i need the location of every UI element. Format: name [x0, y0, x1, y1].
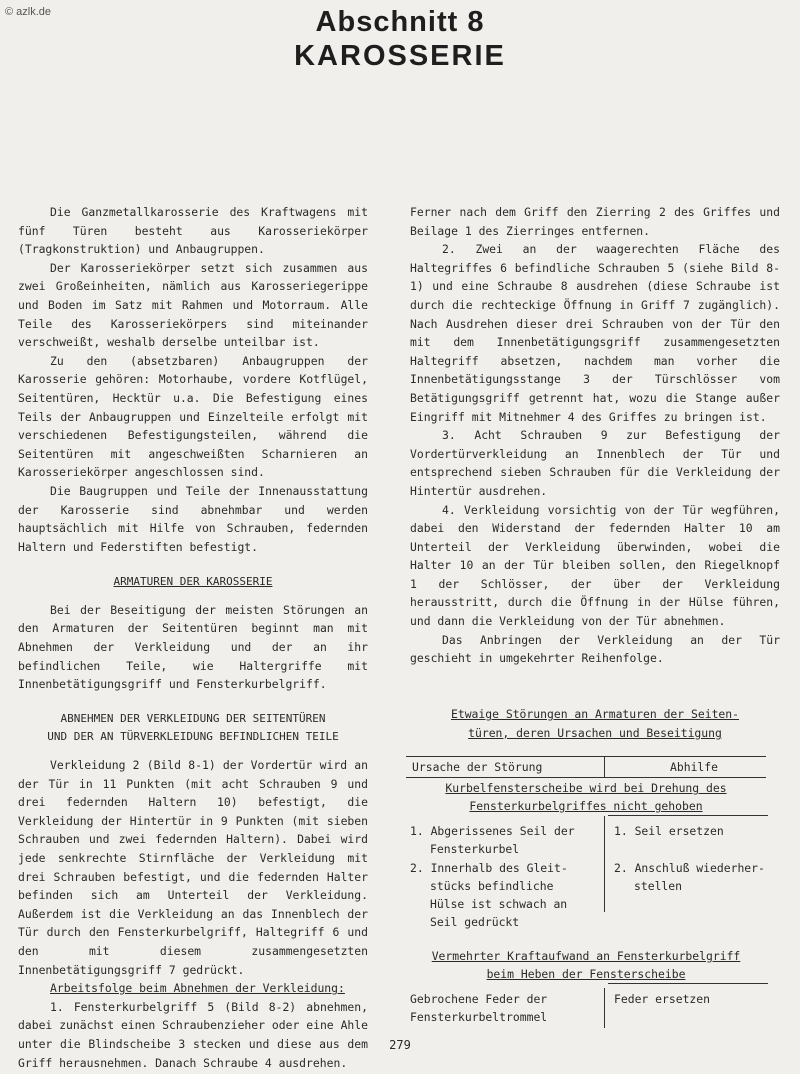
subheading-line: UND DER AN TÜRVERKLEIDUNG BEFINDLICHEN TEILE [47, 730, 339, 744]
cell-text: 1. Abgerissenes Seil der [410, 824, 575, 838]
cell-text: 2. Anschluß wiederher- [614, 860, 765, 875]
fault-group-line: Kurbelfensterscheibe wird bei Drehung des [445, 781, 727, 795]
paragraph: Der Karosseriekörper setzt sich zusammen aus zwei Großeinheiten, nämlich aus Karosseriegerippe und Boden im Satz mit Rahmen und Motorraum. Alle Teile des Karosseriekörpers sind miteinander verschweißt, weshalb derselbe unteilbar ist. [18, 260, 368, 350]
table-row-remedy [614, 822, 765, 895]
cell-text: Fensterkurbel [430, 842, 520, 857]
cell-text: 1. Seil ersetzen [614, 824, 724, 838]
fault-group-heading [406, 779, 766, 815]
cell-text: Feder ersetzen [614, 992, 711, 1006]
cell-text: Fensterkurbeltrommel [410, 1010, 548, 1025]
subheading-line: ABNEHMEN DER VERKLEIDUNG DER SEITENTÜREN [60, 711, 326, 725]
group-rule [608, 983, 768, 984]
fault-group-line: beim Heben der Fensterscheibe [486, 967, 686, 981]
paragraph: 1. Fensterkurbelgriff 5 (Bild 8-2) abnehmen, dabei zunächst einen Schraubenzieher oder eine Ahle unter die Blindscheibe 3 stecken und diese aus dem Griff herausnehmen. Danach Schraube 4 ausdrehen. [18, 999, 368, 1070]
procedure-heading-text: Arbeitsfolge beim Abnehmen der Verkleidung: [50, 981, 345, 996]
group-rule [608, 815, 768, 816]
table-caption-line: Etwaige Störungen an Armaturen der Seiten- [450, 707, 740, 721]
subheading-armaturen [18, 573, 368, 592]
cell-text: Gebrochene Feder der [410, 992, 548, 1006]
table-row-cause [410, 822, 575, 932]
chapter-title: KAROSSERIE [294, 40, 506, 72]
cell-text: 2. Innerhalb des Gleit- [410, 860, 568, 875]
paragraph: Die Baugruppen und Teile der Innenausstattung der Karosserie sind abnehmbar und werden hauptsächlich mit Hilfe von Schrauben, federnden Haltern und Federstiften befestigt. [18, 483, 368, 554]
fault-group-line: Vermehrter Kraftaufwand an Fensterkurbelgriff [431, 949, 741, 963]
page-number: 279 [389, 1038, 411, 1052]
column-divider [604, 988, 605, 1028]
procedure-heading [18, 979, 368, 998]
cell-text: stellen [634, 878, 683, 893]
paragraph: Das Anbringen der Verkleidung an der Tür geschieht in umgekehrter Reihenfolge. [410, 632, 780, 666]
table-caption [410, 705, 780, 742]
paragraph: 3. Acht Schrauben 9 zur Befestigung der Vordertürverkleidung an Innenblech der Tür und entsprechend sieben Schrauben für die Verkleidung der Hintertür ausdrehen. [410, 428, 780, 498]
subheading-text: ARMATUREN DER KAROSSERIE [113, 575, 273, 589]
paragraph: Verkleidung 2 (Bild 8-1) der Vordertür wird an der Tür in 11 Punkten (mit acht Schrauben 9 und drei federnden Haltern 10) befestigt, die Verkleidung der Hintertür in 9 Punkten (mit sieben Schrauben und zwei federnden Haltern). Dabei wird jede senkrechte Stirnfläche der Verkleidung mit drei Schrauben befestigt, und die federnden Halter befinden sich am Unterteil der Verkleidung. Außerdem ist die Verkleidung an das Innenblech der Tür durch den Fensterkurbelgriff, Haltegriff 6 und den mit diesem zusammengesetzten Innenbetätigungsgriff 7 gedrückt. [18, 758, 368, 977]
subheading-abnehmen [18, 710, 368, 747]
cell-text: Hülse ist schwach an [430, 897, 568, 912]
column-header-cause: Ursache der Störung [412, 760, 543, 774]
table-row-remedy [614, 990, 710, 1008]
table-caption-line: türen, deren Ursachen und Beseitigung [468, 725, 722, 740]
column-header-remedy: Abhilfe [670, 760, 719, 774]
paragraph: 2. Zwei an der waagerechten Fläche des Haltegriffes 6 befindliche Schrauben 5 (siehe Bild 8-1) und eine Schraube 8 ausdrehen (diese Schraube ist durch die rechteckige Öffnung in Griff 7 zugänglich). Nach Ausdrehen dieser drei Schrauben von der Tür den mit dem Innenbetätigungsgriff zusammengesetzten Haltegriff absetzen, nachdem man vorher die Innenbetätigungsstange 3 der Türschlösser vom Betätigungsgriff getrennt hat, wozu die Stange außer Eingriff mit Mitnehmer 4 des Griffes zu bringen ist. [410, 242, 780, 424]
paragraph: Ferner nach dem Griff den Zierring 2 des Griffes und Beilage 1 des Zierringes entfernen. [410, 205, 780, 238]
fault-group-heading [406, 947, 766, 983]
paragraph: Die Ganzmetallkarosserie des Kraftwagens mit fünf Türen besteht aus Karosseriekörper (Tragkonstruktion) und Anbaugruppen. [18, 205, 368, 257]
table-header [406, 756, 766, 778]
paragraph: Bei der Beseitigung der meisten Störungen an den Armaturen der Seitentüren beginnt man mit Abnehmen der Verkleidung und der an ihr befindlichen Teile, wie Haltergriffe mit Innenbetätigungsgriff und Fensterkurbelgriff. [18, 602, 368, 692]
cell-text: Seil gedrückt [430, 915, 520, 930]
fault-group-line: Fensterkurbelgriffes nicht gehoben [469, 799, 703, 813]
paragraph: 4. Verkleidung vorsichtig von der Tür wegführen, dabei den Widerstand der federnden Halter 10 am Unterteil der Verkleidung überwinden, wobei die Halter 10 an der Tür bleiben sollen, den Riegelknopf 1 der Schlösser, der über der Verkleidung herausstritt, durch die Öffnung in der Hülse führen, und dann die Verkleidung von der Tür abnehmen. [410, 502, 780, 629]
table-row-cause [410, 990, 547, 1027]
cell-text: stücks befindliche [430, 878, 554, 893]
paragraph: Zu den (absetzbaren) Anbaugruppen der Karosserie gehören: Motorhaube, vordere Kotflügel, Seitentüren, Hecktür u.a. Die Befestigung eines Teils der Anbaugruppen und Einzelteile erfolgt mit verschiedenen Befestigungsteilen, während die Seitentüren mit angeschweißten Scharnieren an Karosseriekörper angeschlossen sind. [18, 353, 368, 480]
header-divider [604, 757, 605, 777]
left-column [18, 203, 368, 1072]
right-column [410, 203, 780, 668]
section-heading: Abschnitt 8 [315, 6, 485, 38]
column-divider [604, 816, 605, 912]
watermark: © azlk.de [5, 6, 52, 18]
